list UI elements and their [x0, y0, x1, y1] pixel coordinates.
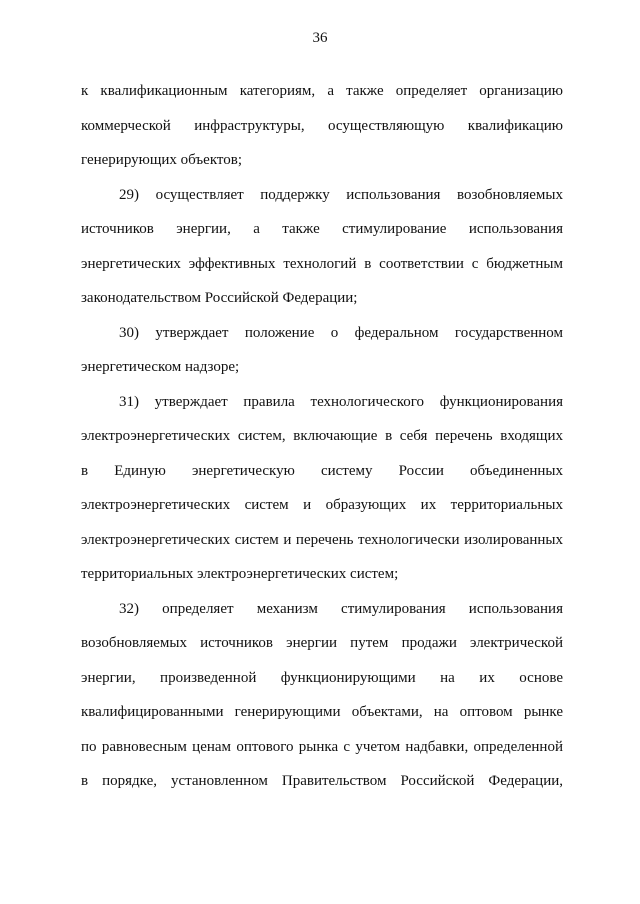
- text-line: 32) определяет механизм стимулирования использования: [119, 600, 563, 617]
- text-line: 29) осуществляет поддержку использования возобновляемых: [119, 186, 563, 203]
- text-line: к квалификационным категориям, а также определяет организацию: [81, 83, 563, 99]
- text-line: источников энергии, а также стимулирование использования: [81, 221, 563, 237]
- text-line: в порядке, установленном Правительством Российской Федерации,: [81, 773, 563, 789]
- text-line: коммерческой инфраструктуры, осуществляющую квалификацию: [81, 117, 563, 134]
- text-line: территориальных электроэнергетических систем;: [81, 566, 399, 582]
- text-line: по равновесным ценам оптового рынка с учетом надбавки, определенной: [81, 738, 563, 755]
- text-line: 31) утверждает правила технологического функционирования: [119, 393, 563, 410]
- text-line: энергетическом надзоре;: [81, 359, 240, 375]
- text-line: энергетических эффективных технологий в соответствии с бюджетным: [81, 255, 563, 272]
- text-line: генерирующих объектов;: [81, 152, 243, 168]
- text-line: в Единую энергетическую систему России объединенных: [81, 462, 563, 479]
- text-line: законодательством Российской Федерации;: [81, 290, 358, 306]
- text-line: электроэнергетических систем и перечень технологически изолированных: [81, 531, 563, 548]
- text-line: возобновляемых источников энергии путем продажи электрической: [81, 635, 563, 651]
- text-line: энергии, произведенной функционирующими на их основе: [81, 669, 563, 686]
- page-number: 36: [312, 30, 328, 46]
- text-line: 30) утверждает положение о федеральном государственном: [119, 324, 563, 341]
- document-body: [81, 74, 563, 799]
- text-line: квалифицированными генерирующими объектами, на оптовом рынке: [81, 704, 563, 720]
- text-line: электроэнергетических систем и образующих их территориальных: [81, 497, 563, 513]
- text-line: электроэнергетических систем, включающие в себя перечень входящих: [81, 428, 563, 444]
